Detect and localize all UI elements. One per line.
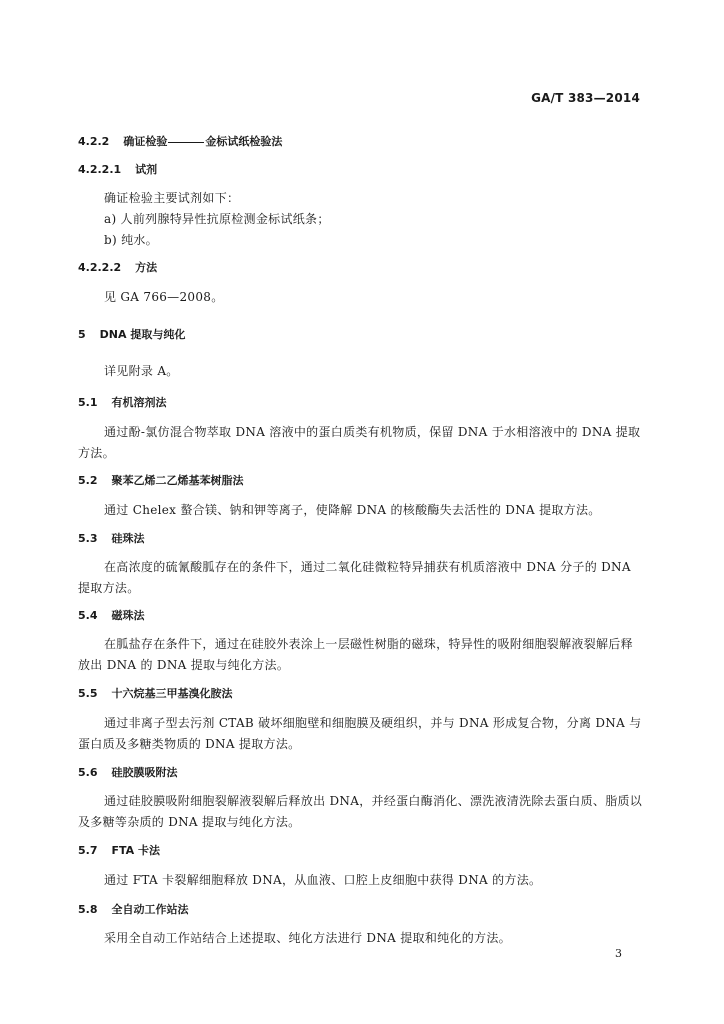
reagent-item-b: b) 纯水。 [104,233,158,247]
section-title: FTA 卡法 [111,844,161,857]
paragraph-line: 方法。 [78,446,115,460]
heading-5-3 [78,530,145,546]
standard-code: GA/T 383—2014 [531,91,640,105]
paragraph-line: 通过硅胶膜吸附细胞裂解液裂解后释放出 DNA，并经蛋白酶消化、漂洗液清洗除去蛋白质、脂质以 [104,794,643,808]
section-number: 5 [78,328,86,341]
section-number: 5.3 [78,532,98,545]
heading-5-7 [78,842,160,858]
section-title-part-a: 确证检验 [123,135,168,148]
heading-4-2-2-2 [78,259,157,275]
paragraph-line: 放出 DNA 的 DNA 提取与纯化方法。 [78,658,290,672]
section-number: 5.4 [78,609,98,622]
heading-5-4 [78,607,145,623]
heading-5-5 [78,685,233,701]
section-number: 5.7 [78,844,98,857]
section-title: 聚苯乙烯二乙烯基苯树脂法 [111,474,244,487]
section-title: 有机溶剂法 [111,396,167,409]
section-number: 5.5 [78,687,98,700]
heading-5 [78,326,185,342]
paragraph-line: 采用全自动工作站结合上述提取、纯化方法进行 DNA 提取和纯化的方法。 [104,931,511,945]
method-text: 见 GA 766—2008。 [104,290,224,304]
heading-4-2-2 [78,133,282,149]
section-title: 十六烷基三甲基溴化胺法 [111,687,233,700]
paragraph-line: 蛋白质及多糖类物质的 DNA 提取方法。 [78,737,301,751]
heading-5-6 [78,764,178,780]
section-number: 5.6 [78,766,98,779]
section-title: DNA 提取与纯化 [99,328,186,341]
reagents-intro: 确证检验主要试剂如下： [104,191,240,205]
section-number: 4.2.2 [78,135,110,148]
paragraph-line: 通过酚-氯仿混合物萃取 DNA 溶液中的蛋白质类有机物质，保留 DNA 于水相溶液中的 DNA 提取 [104,425,641,439]
section-title: 磁珠法 [111,609,145,622]
em-dash-rule [168,142,204,143]
heading-4-2-2-1 [78,161,157,177]
section-title: 硅珠法 [111,532,145,545]
section-number: 5.2 [78,474,98,487]
paragraph-line: 提取方法。 [78,581,140,595]
section-title-part-b: 金标试纸检验法 [205,135,283,148]
paragraph-line: 在胍盐存在条件下，通过在硅胶外表涂上一层磁性树脂的磁珠，特异性的吸附细胞裂解液裂解后释 [104,637,633,651]
section-number: 4.2.2.1 [78,163,122,176]
section-number: 5.1 [78,396,98,409]
section-number: 4.2.2.2 [78,261,122,274]
page-number: 3 [615,947,622,960]
paragraph-line: 通过 FTA 卡裂解细胞释放 DNA，从血液、口腔上皮细胞中获得 DNA 的方法。 [104,873,542,887]
section-title: 硅胶膜吸附法 [111,766,178,779]
heading-5-2 [78,472,244,488]
paragraph-line: 通过 Chelex 螯合镁、钠和钾等离子，使降解 DNA 的核酸酶失去活性的 DNA 提取方法。 [104,503,601,517]
paragraph-line: 及多糖等杂质的 DNA 提取与纯化方法。 [78,815,301,829]
heading-5-1 [78,394,167,410]
section-5-text: 详见附录 A。 [104,364,179,378]
paragraph-line: 在高浓度的硫氰酸胍存在的条件下，通过二氧化硅微粒特异捕获有机质溶液中 DNA 分子的 DNA [104,560,631,574]
section-title: 全自动工作站法 [111,903,189,916]
section-title: 方法 [135,261,158,274]
heading-5-8 [78,901,189,917]
paragraph-line: 通过非离子型去污剂 CTAB 破坏细胞壁和细胞膜及硬组织，并与 DNA 形成复合物，分离 DNA 与 [104,716,642,730]
section-title: 试剂 [135,163,158,176]
section-number: 5.8 [78,903,98,916]
reagent-item-a: a) 人前列腺特异性抗原检测金标试纸条； [104,212,330,226]
